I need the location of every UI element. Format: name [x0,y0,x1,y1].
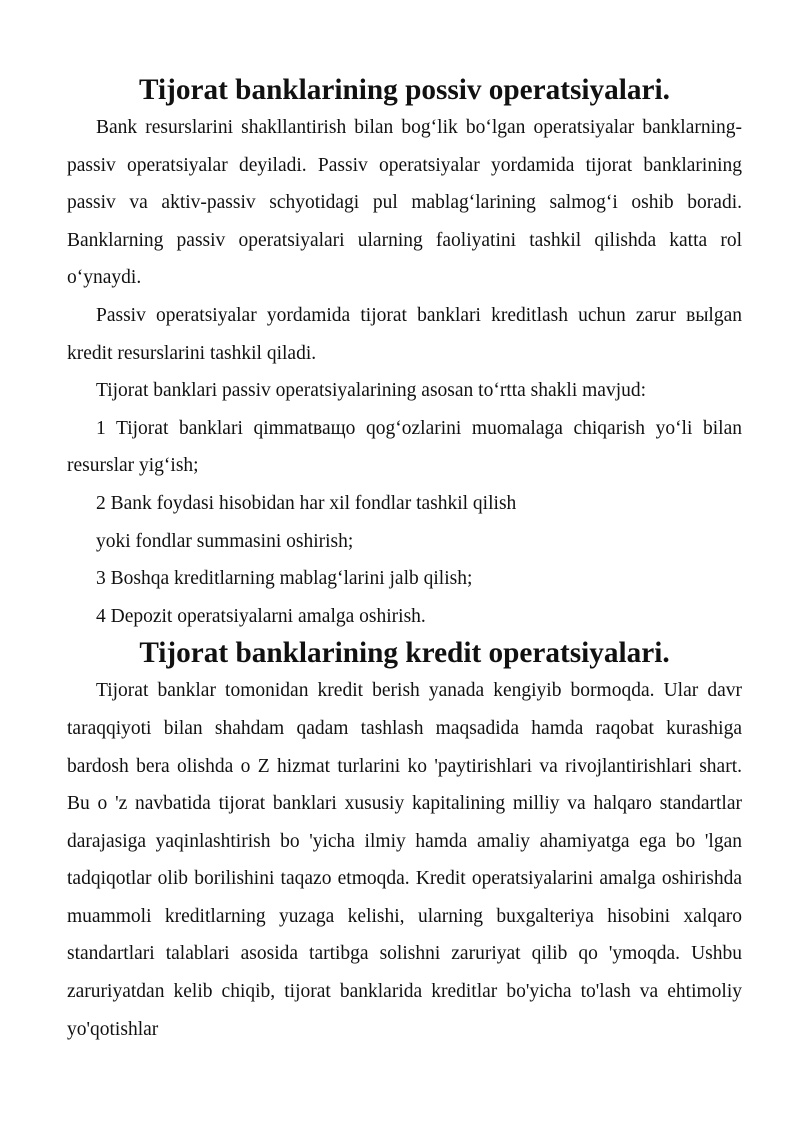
section-heading-credit: Tijorat banklarining kredit operatsiyalari. [139,637,670,670]
list-item-2-continuation: yoki fondlar summasini oshirish; [96,530,354,552]
paragraph-passive-resources: Passiv operatsiyalar yordamida tijorat banklari kreditlash uchun zarur выlgan kredit resurslarini tashkil qiladi. [67,304,742,364]
list-item-2: 2 Bank foydasi hisobidan har xil fondlar tashkil qilish [96,492,517,514]
paragraph-credit-operations: Tijorat banklar tomonidan kredit berish yanada kengiyib bormoqda. Ular davr taraqqiyoti bilan shahdam qadam tashlash maqsadida hamda raqobat kurashiga bardosh bera olishda o Z hizmat turlarini ko 'paytirishlari va rivojlantirishlari shart. Bu o 'z navbatida tijorat banklari xususiy kapitalining milliy va halqaro standartlar darajasiga yaqinlashtirish bo 'yicha ilmiy hamda amaliy ahamiyatga ega bo 'lgan tadqiqotlar olib borilishini taqazo etmoqda. Kredit operatsiyalarini amalga oshirishda muammoli kreditlarning yuzaga kelishi, ularning buxgalteriya hisobini xalqaro standartlari talablari asosida tartibga solishni zaruriyat qilib qo 'ymoqda. Ushbu zaruriyatdan kelib chiqib, tijorat banklarida kreditlar bo'yicha to'lash va ehtimoliy yo'qotishlar [67,680,742,1040]
list-item-4: 4 Depozit operatsiyalarni amalga oshirish. [96,605,426,627]
paragraph-passive-definition: Bank resurslarini shakllantirish bilan bog‘lik bo‘lgan operatsiyalar banklarning- passiv operatsiyalar deyiladi. Passiv operatsiyalar yordamida tijorat banklarining passiv va aktiv-passiv schyotidagi pul mablag‘larining salmog‘i oshib boradi. Banklarning passiv operatsiyalari ularning faoliyatini tashkil qilishda katta rol o‘ynaydi. [67,117,742,289]
section-heading-passive: Tijorat banklarining possiv operatsiyalari. [139,74,670,106]
paragraph-passive-forms-intro: Tijorat banklari passiv operatsiyalarining asosan to‘rtta shakli mavjud: [96,380,647,402]
list-item-1: 1 Tijorat banklari qimmatващо qog‘ozlarini muomalaga chiqarish yo‘li bilan resurslar yig‘ish; [67,417,742,477]
list-item-3: 3 Boshqa kreditlarning mablag‘larini jalb qilish; [96,568,473,590]
